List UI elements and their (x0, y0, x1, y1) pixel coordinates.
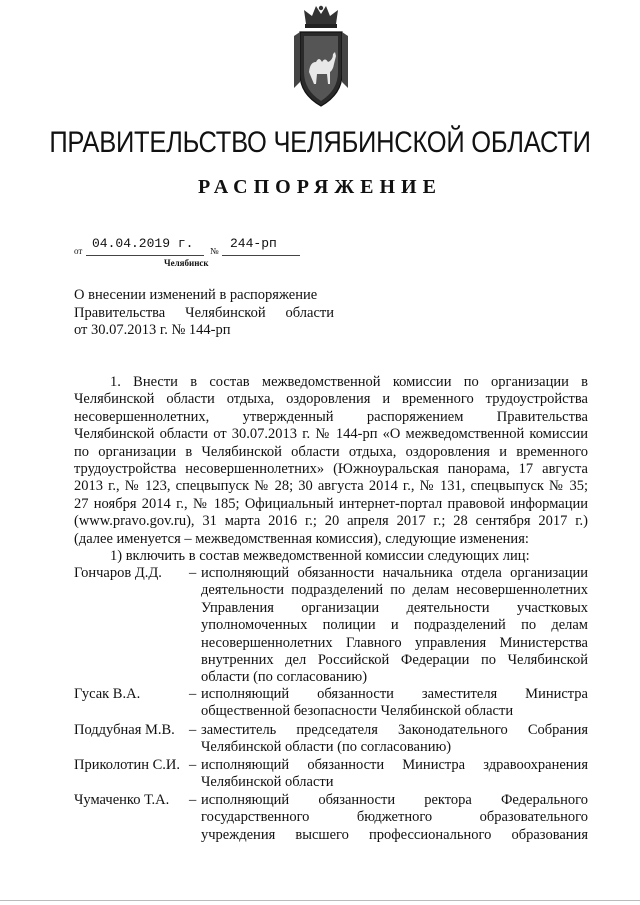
body-line: (далее именуется – межведомственная комиссия), следующие изменения: (74, 530, 529, 547)
member-name: Приколотин С.И. (74, 757, 181, 773)
region-emblem-icon (290, 2, 352, 110)
member-position (201, 722, 588, 757)
member-dash: – (189, 565, 197, 581)
member-name: Гусак В.А. (74, 686, 141, 702)
position-line: уполномоченных полиции и подразделений по делам (201, 617, 588, 634)
body-line: 27 ноября 2014 г., № 185; Официальный интернет-портал правовой информации (74, 495, 588, 512)
body-line: (www.pravo.gov.ru), 31 марта 2016 г.; 20 апреля 2017 г.; 28 сентября 2017 г.) (74, 513, 588, 530)
member-position (201, 792, 588, 844)
position-line: общественной безопасности Челябинской области (201, 703, 514, 720)
body-line: Челябинской области отдыха, оздоровления и временного трудоустройства (74, 391, 588, 408)
member-name: Поддубная М.В. (74, 722, 175, 738)
body-line: трудоустройства несовершеннолетних» (Южноуральская панорама, 17 августа (74, 461, 588, 478)
position-line: исполняющий обязанности Министра здравоохранения (201, 757, 588, 773)
member-dash: – (189, 792, 197, 808)
subject-line: от 30.07.2013 г. № 144-рп (74, 322, 231, 338)
position-line: области (по согласованию) (201, 669, 368, 686)
page-edge-line (0, 900, 640, 901)
position-line: деятельности подразделений по делам несовершеннолетних (201, 582, 588, 599)
body-line: по организации в Челябинской области отдыха, оздоровления и временного (74, 443, 588, 460)
position-line: учреждения высшего профессионального образования (201, 826, 588, 843)
date-underline (86, 255, 204, 256)
number-prefix: № (210, 246, 219, 256)
position-line: Челябинской области (по согласованию) (201, 739, 452, 756)
body-line: несовершеннолетних, утвержденный распоряжением Правительства (74, 408, 588, 425)
body-line: 2013 г., № 123, спецвыпуск № 28; 30 августа 2014 г., № 131, спецвыпуск № 35; (74, 478, 588, 495)
position-line: исполняющий обязанности ректора Федерального (201, 792, 588, 808)
member-position (201, 757, 588, 792)
number-underline (222, 255, 300, 256)
date-prefix: от (74, 246, 83, 256)
position-line: исполняющий обязанности начальника отдела организации (201, 565, 588, 581)
member-name: Чумаченко Т.А. (74, 792, 170, 808)
document-type: РАСПОРЯЖЕНИЕ (198, 176, 442, 198)
government-title: ПРАВИТЕЛЬСТВО ЧЕЛЯБИНСКОЙ ОБЛАСТИ (49, 126, 591, 159)
body-line: 1) включить в состав межведомственной комиссии следующих лиц: (110, 548, 530, 565)
body-line: Челябинской области от 30.07.2013 г. № 144-рп «О межведомственной комиссии (74, 426, 588, 443)
document-subject (74, 287, 334, 340)
position-line: заместитель председателя Законодательного Собрания (201, 722, 588, 738)
subject-line: О внесении изменений в распоряжение (74, 287, 318, 303)
city-label: Челябинск (164, 258, 209, 268)
position-line: Челябинской области (201, 774, 334, 791)
member-dash: – (189, 722, 197, 738)
member-dash: – (189, 757, 197, 773)
member-dash: – (189, 686, 197, 702)
position-line: Управления организации деятельности участковых (201, 599, 588, 616)
member-name: Гончаров Д.Д. (74, 565, 162, 581)
position-line: несовершеннолетних Главного управления Министерства (201, 634, 588, 651)
member-position (201, 565, 588, 687)
position-line: государственного бюджетного образовательного (201, 809, 588, 826)
body-line: 1. Внести в состав межведомственной комиссии по организации в (110, 374, 588, 390)
member-position (201, 686, 588, 721)
document-number: 244-рп (230, 236, 277, 251)
subject-line: Правительства Челябинской области (74, 304, 334, 321)
document-date: 04.04.2019 г. (92, 236, 194, 251)
position-line: внутренних дел Российской Федерации по Челябинской (201, 652, 588, 669)
document-body (74, 374, 588, 565)
position-line: исполняющий обязанности заместителя Министра (201, 686, 588, 702)
